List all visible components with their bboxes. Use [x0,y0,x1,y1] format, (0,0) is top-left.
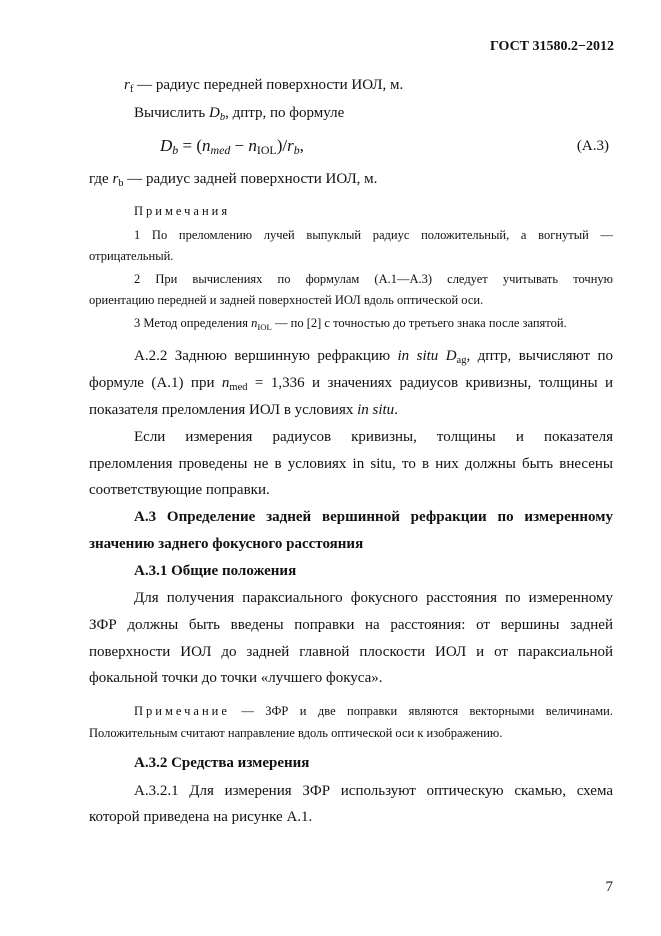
para-a31-line-2: ЗФР должны быть введены поправки на расстояния: от вершины задней [89,617,613,633]
note-2-line-2: ориентацию передней и задней поверхностей ИОЛ вдоль оптической оси. [89,293,484,307]
note-2-line-1-full: Примечание — ЗФР и две поправки являются векторными величинами. [134,704,613,718]
para-if-line-3: соответствующие поправки. [89,482,270,498]
definition-rf: $r_f$ — радиус передней поверхности ИОЛ, м. [124,77,404,95]
para-a31-line-1: Для получения параксиального фокусного расстояния по измеренному [134,590,613,606]
note-2-line-1: 2 При вычислениях по формулам (А.1—А.3) следует учитывать точную [134,272,613,286]
para-a222-line-3: показателя преломления ИОЛ в условиях in situ. [89,402,398,418]
standard-header: ГОСТ 31580.2−2012 [489,39,614,54]
para-a222-line-2: формуле (А.1) при $n_{med} = 1,336$ и значениях радиусов кривизны, толщины и [89,375,613,393]
note-3: 3 Метод определения $n_{IOL}$ — по [2] с точностью до третьего знака после запятой. [134,316,567,332]
formula-a3: $D_b = (n_{med} - n_{IOL})/r_b$, [160,136,304,157]
section-a3-title-line-1: А.3 Определение задней вершинной рефракции по измеренному [134,509,613,525]
note-1-line-2: отрицательный. [89,249,174,263]
para-a31-line-4: фокальной точки до точки «лучшего фокуса». [89,670,383,686]
para-if-line-1: Если измерения радиусов кривизны, толщины и показателя [134,429,613,445]
calc-instruction: Вычислить $D_b$, дптр, по формуле [134,105,345,123]
notes-title: Примечания [134,204,231,218]
para-if-line-2: преломления проведены не в условиях in situ, то в них должны быть внесены [89,456,613,472]
section-a32-title: А.3.2 Средства измерения [134,755,310,771]
para-a321-line-1: А.3.2.1 Для измерения ЗФР используют оптическую скамью, схема [134,783,613,799]
formula-number: (A.3) [576,138,609,154]
section-a3-title-line-2: значению заднего фокусного расстояния [89,536,364,552]
para-a31-line-3: поверхности ИОЛ до задней главной плоскости ИОЛ и от параксиальной [89,644,613,660]
definition-rb: где $r_b$ — радиус задней поверхности ИОЛ, м. [89,171,378,189]
para-a222-line-1: А.2.2 Заднюю вершинную рефракцию in situ $D_{ag}$, дптр, вычисляют по [134,348,613,366]
para-a321-line-2: которой приведена на рисунке А.1. [89,809,313,825]
note-1-line-1: 1 По преломлению лучей выпуклый радиус положительный, а вогнутый — [134,228,613,242]
page-number: 7 [605,879,613,895]
note-2-line-2-full: Положительным считают направление вдоль оптической оси к изображению. [89,726,503,740]
section-a31-title: А.3.1 Общие положения [134,563,297,579]
